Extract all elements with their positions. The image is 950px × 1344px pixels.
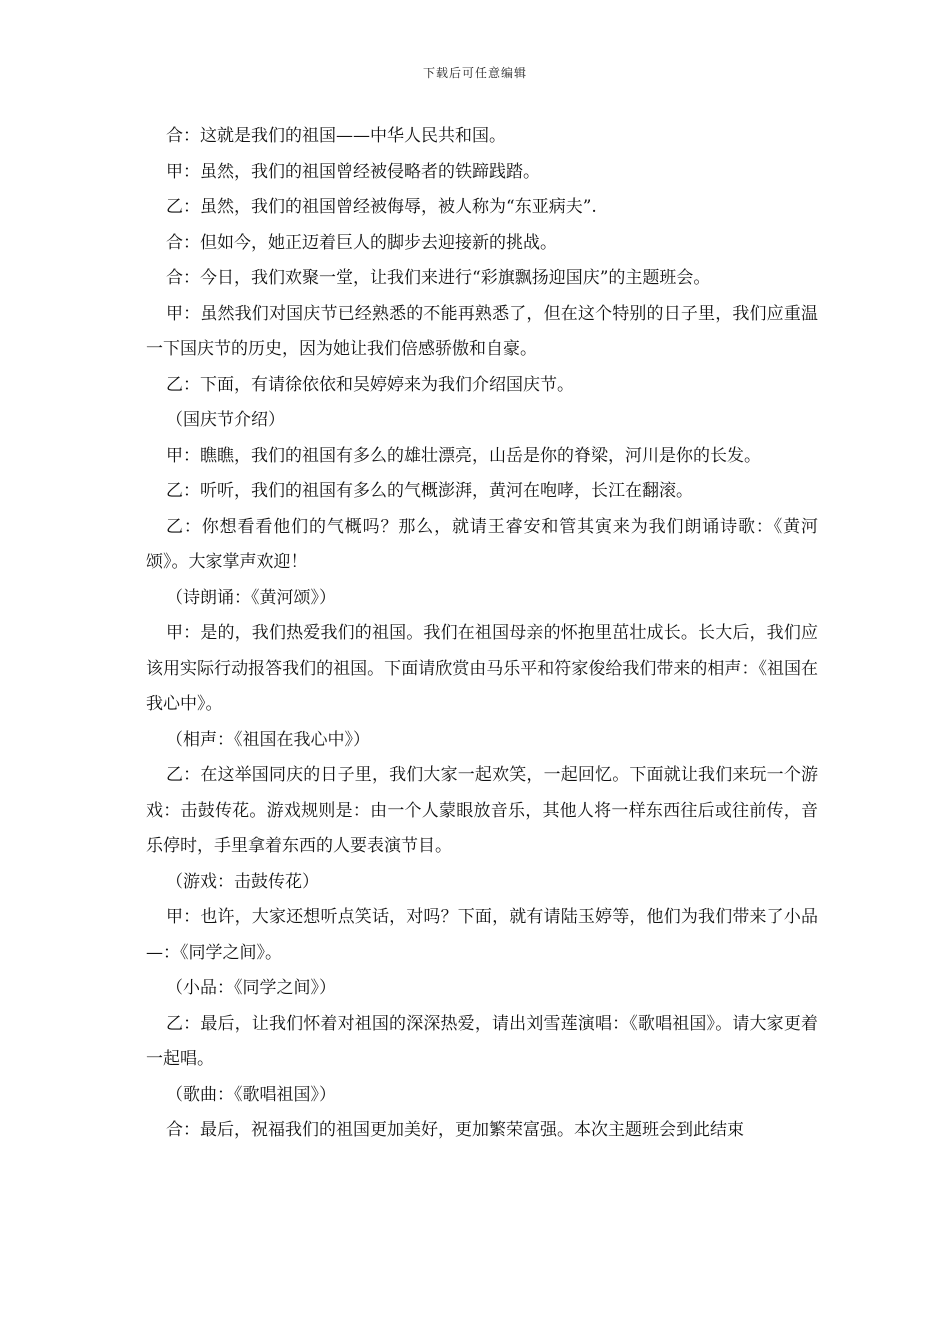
- paragraph: 甲：也许，大家还想听点笑话，对吗？下面，就有请陆玉婷等，他们为我们带来了小品—：《同学之间》。: [146, 907, 818, 963]
- paragraph: 乙：听听，我们的祖国有多么的气概澎湃，黄河在咆哮，长江在翻滚。: [166, 481, 693, 501]
- paragraph: 乙：你想看看他们的气概吗？那么，就请王睿安和管其寅来为我们朗诵诗歌：《黄河颂》。大家掌声欢迎！: [146, 516, 818, 572]
- paragraph: （小品：《同学之间》）: [166, 978, 336, 998]
- paragraph: 乙：在这举国同庆的日子里，我们大家一起欢笑，一起回忆。下面就让我们来玩一个游戏：击鼓传花。游戏规则是：由一个人蒙眼放音乐，其他人将一样东西往后或往前传，音乐停时，手里拿着东西的人要表演节目。: [146, 765, 818, 856]
- paragraph: （歌曲：《歌唱祖国》）: [166, 1084, 336, 1105]
- paragraph: 合：今日，我们欢聚一堂，让我们来进行“彩旗飘扬迎国庆”的主题班会。: [166, 268, 711, 288]
- paragraph: 合：这就是我们的祖国——中华人民共和国。: [166, 126, 506, 146]
- paragraph: 乙：虽然，我们的祖国曾经被侮辱，被人称为“东亚病夫”.: [166, 197, 597, 217]
- page-header: 下载后可任意编辑: [422, 66, 527, 80]
- paragraph: 甲：虽然，我们的祖国曾经被侵略者的铁蹄践踏。: [166, 161, 540, 182]
- paragraph: 合：但如今，她正迈着巨人的脚步去迎接新的挑战。: [166, 232, 557, 253]
- paragraph: 乙：最后，让我们怀着对祖国的深深热爱，请出刘雪莲演唱：《歌唱祖国》。请大家更着一起唱。: [146, 1013, 818, 1069]
- paragraph: 乙：下面，有请徐依依和吴婷婷来为我们介绍国庆节。: [166, 374, 574, 395]
- paragraph: 甲：虽然我们对国庆节已经熟悉的不能再熟悉了，但在这个特别的日子里，我们应重温一下国庆节的历史，因为她让我们倍感骄傲和自豪。: [146, 303, 818, 359]
- paragraph: （国庆节介绍）: [166, 410, 285, 430]
- paragraph: （游戏：击鼓传花）: [166, 871, 319, 892]
- paragraph: （相声：《祖国在我心中》）: [166, 729, 370, 750]
- paragraph: 甲：是的，我们热爱我们的祖国。我们在祖国母亲的怀抱里茁壮成长。长大后，我们应该用实际行动报答我们的祖国。下面请欣赏由马乐平和符家俊给我们带来的相声：《祖国在我心中》。: [146, 623, 818, 714]
- paragraph: 甲：瞧瞧，我们的祖国有多么的雄壮漂亮，山岳是你的脊梁，河川是你的长发。: [166, 445, 761, 466]
- paragraph: （诗朗诵：《黄河颂》）: [166, 587, 336, 608]
- paragraph: 合：最后，祝福我们的祖国更加美好，更加繁荣富强。本次主题班会到此结束: [166, 1120, 744, 1140]
- document-body: [146, 119, 818, 1149]
